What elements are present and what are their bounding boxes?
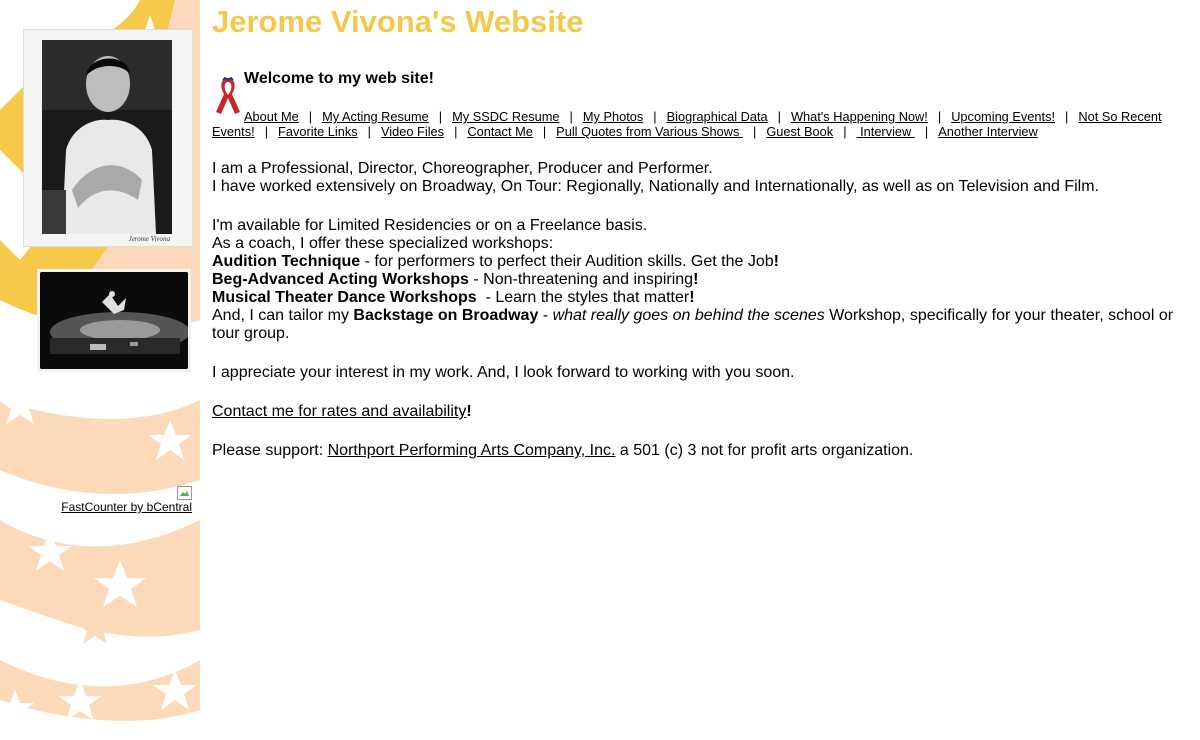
nav-separator: | bbox=[924, 124, 929, 139]
workshop-end: ! bbox=[689, 289, 695, 306]
stage-image bbox=[40, 272, 188, 369]
workshop-desc: - Learn the styles that matter bbox=[476, 289, 690, 306]
contact-end: ! bbox=[466, 403, 472, 420]
welcome-heading: Welcome to my web site! bbox=[244, 70, 434, 87]
stage-photo bbox=[37, 269, 191, 372]
nav-ssdc-resume[interactable]: My SSDC Resume bbox=[452, 109, 560, 124]
workshop-name: Musical Theater Dance Workshops bbox=[212, 289, 477, 306]
fastcounter-link[interactable]: FastCounter by bCentral bbox=[61, 500, 192, 514]
tailor-italic: what really goes on behind the scenes bbox=[552, 307, 825, 324]
appreciate-text: I appreciate your interest in my work. And, I look forward to working with you soon. bbox=[212, 364, 795, 381]
nav-links bbox=[212, 109, 1192, 139]
portrait-caption: Jerome Vivona bbox=[128, 235, 170, 243]
nav-video-files[interactable]: Video Files bbox=[381, 124, 445, 139]
nav-upcoming-events[interactable]: Upcoming Events! bbox=[951, 109, 1056, 124]
tailor-suffix: Workshop, specifically for your theater, school or tour group. bbox=[212, 307, 1174, 342]
body-text bbox=[212, 160, 1182, 460]
nav-separator: | bbox=[569, 109, 573, 124]
tailor-workshop-text bbox=[212, 307, 1182, 343]
nav-separator: | bbox=[937, 109, 942, 124]
intro-line-1: I am a Professional, Director, Choreographer, Producer and Performer. bbox=[212, 160, 713, 177]
nav-whats-happening[interactable]: What's Happening Now! bbox=[790, 109, 928, 124]
nav-separator: | bbox=[308, 109, 313, 124]
nav-interview[interactable]: Interview bbox=[856, 124, 915, 139]
portrait-photo bbox=[24, 30, 192, 246]
page-title: Jerome Vivona's Website bbox=[212, 4, 584, 39]
nav-separator: | bbox=[367, 124, 371, 139]
workshop-name: Beg-Advanced Acting Workshops bbox=[212, 271, 469, 288]
support-line bbox=[212, 442, 1182, 460]
contact-line bbox=[212, 403, 1182, 421]
nav-separator: | bbox=[454, 124, 458, 139]
nav-guest-book[interactable]: Guest Book bbox=[766, 124, 834, 139]
workshop-acting bbox=[212, 271, 1182, 289]
workshop-end: ! bbox=[773, 253, 779, 270]
nav-separator: | bbox=[542, 124, 547, 139]
tailor-dash: - bbox=[538, 307, 553, 324]
nav-separator: | bbox=[777, 109, 781, 124]
sidebar bbox=[0, 0, 200, 740]
nav-another-interview[interactable]: Another Interview bbox=[938, 124, 1038, 139]
workshop-dance bbox=[212, 289, 1182, 307]
support-prefix: Please support: bbox=[212, 442, 328, 459]
availability-text: I'm available for Limited Residencies or on a Freelance basis. bbox=[212, 217, 648, 234]
nav-about-me[interactable]: About Me bbox=[244, 109, 299, 124]
contact-rates-link[interactable]: Contact me for rates and availability bbox=[212, 403, 467, 420]
support-suffix: a 501 (c) 3 not for profit arts organization. bbox=[615, 442, 914, 459]
coach-text: As a coach, I offer these specialized workshops: bbox=[212, 235, 554, 252]
nav-separator: | bbox=[264, 124, 269, 139]
nav-contact-me[interactable]: Contact Me bbox=[467, 124, 533, 139]
nav-separator: | bbox=[1065, 109, 1069, 124]
nav-recent-events[interactable]: Not So Recent Events! bbox=[212, 109, 1162, 139]
workshop-end: ! bbox=[693, 271, 699, 288]
tailor-prefix: And, I can tailor my bbox=[212, 307, 354, 324]
nav-my-photos[interactable]: My Photos bbox=[582, 109, 644, 124]
nav-acting-resume[interactable]: My Acting Resume bbox=[322, 109, 429, 124]
nav-separator: | bbox=[753, 124, 757, 139]
portrait-image bbox=[42, 40, 172, 234]
nav-separator: | bbox=[438, 109, 443, 124]
nav-pull-quotes[interactable]: Pull Quotes from Various Shows bbox=[556, 124, 743, 139]
workshop-desc: - Non-threatening and inspiring bbox=[468, 271, 694, 288]
nav-favorite-links[interactable]: Favorite Links bbox=[278, 124, 358, 139]
nav-biographical-data[interactable]: Biographical Data bbox=[666, 109, 768, 124]
workshop-desc: - for performers to perfect their Audition skills. Get the Job bbox=[360, 253, 774, 270]
workshop-name: Audition Technique bbox=[212, 253, 361, 270]
nav-separator: | bbox=[653, 109, 657, 124]
tailor-bold: Backstage on Broadway bbox=[353, 307, 539, 324]
nav-separator: | bbox=[843, 124, 847, 139]
northport-link[interactable]: Northport Performing Arts Company, Inc. bbox=[327, 442, 616, 459]
workshop-audition bbox=[212, 253, 1182, 271]
intro-line-2: I have worked extensively on Broadway, On Tour: Regionally, Nationally and Internationally, as well as on Television and Film. bbox=[212, 178, 1099, 195]
counter-broken-image-icon bbox=[177, 486, 192, 500]
